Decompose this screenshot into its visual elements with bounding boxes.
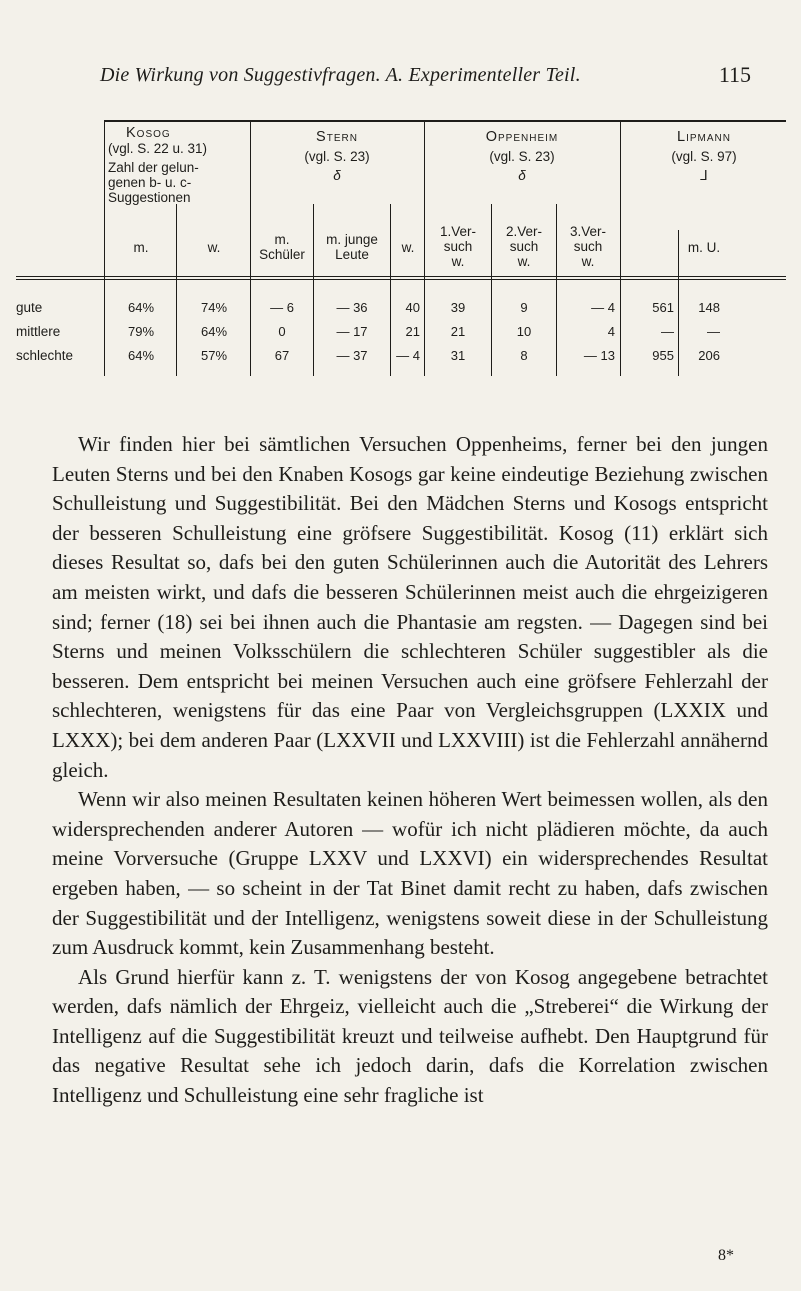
table-cell: 79% (127, 324, 155, 339)
subheader-kosog-m: m. (133, 240, 149, 255)
table-cell: — (661, 324, 674, 339)
table-cell: — (707, 324, 720, 339)
table-cell: 39 (450, 300, 466, 315)
table-cell: 21 (450, 324, 466, 339)
table-cell: 8 (520, 348, 528, 363)
results-table (16, 120, 788, 400)
table-cell: 10 (516, 324, 532, 339)
table-cell: 148 (698, 300, 720, 315)
table-cell: 21 (405, 324, 420, 339)
subheader-kosog-w: w. (207, 240, 221, 255)
paragraph: Wenn wir also meinen Resultaten keinen höheren Wert beimessen wollen, als den widersprechenden anderer Autoren — wofür ich nicht plädieren möchte, da auch meine Vorversuche (Gruppe LXXV und LXXVI) ein widersprechendes Resultat ergeben haben, — so scheint in der Tat Binet damit recht zu haben, dafs zwischen der Suggestibilität und der Intelligenz, wenigstens soweit diese in der Schulleistung zum Ausdruck kommt, kein Zusammenhang besteht. (52, 787, 768, 960)
subheader-stern-m: m. Schüler (259, 232, 305, 262)
table-cell: 9 (520, 300, 528, 315)
subheader-oppenheim-v2: 2.Ver- such w. (505, 224, 543, 269)
body-text (52, 430, 768, 1111)
table-cell: 64% (127, 300, 155, 315)
table-cell: — 36 (336, 300, 368, 315)
table-cell: 40 (405, 300, 420, 315)
table-cell: — 13 (583, 348, 615, 363)
table-cell: 31 (450, 348, 466, 363)
running-header (0, 64, 801, 94)
table-cell: 57% (200, 348, 228, 363)
paragraph: Wir finden hier bei sämtlichen Versuchen Oppenheims, ferner bei den jungen Leuten Sterns und bei den Knaben Kosogs gar keine eindeutige Beziehung zwischen Schulleistung und Suggestibilität. Bei den Mädchen Sterns und Kosogs entspricht der besseren Schulleistung eine gröfsere Suggestibilität. Kosog (11) erklärt sich dieses Resultat so, dafs bei den guten Schülerinnen auch die Autorität des Lehrers am meisten wirkt, und dafs die besseren Schülerinnen meist auch die ehrgeizigeren sind; ferner (18) sei bei ihnen auch die Phantasie am regsten. — Dagegen sind bei Sterns und meinen Volksschülern die schlechteren Schüler suggestibler als die besseren. Dem entspricht bei meinen Versuchen auch eine gröfsere Fehlerzahl der schlechteren, wenigstens für das eine Paar von Vergleichsgruppen (LXXIX und LXXX); bei dem anderen Paar (LXXVII und LXXVIII) ist die Fehlerzahl annähernd gleich. (52, 432, 768, 782)
table-cell: 64% (200, 324, 228, 339)
table-cell: — 4 (396, 348, 420, 363)
table-col-rule (176, 204, 177, 376)
table-col-rule (250, 120, 251, 376)
table-cell: — 4 (591, 300, 615, 315)
table-top-rule (104, 120, 786, 122)
page-number: 115 (718, 62, 751, 87)
subheader-lipmann: m. U. (687, 240, 721, 255)
group-header-lipmann: Lipmann (vgl. S. 97) ⅃ (671, 129, 737, 183)
paragraph: Als Grund hierfür kann z. T. wenigstens der von Kosog angegebene betrachtet werden, dafs nämlich der Ehrgeiz, vielleicht auch die „Streberei“ die Wirkung der Intelligenz auf die Suggestibilität kreuzt und teilweise aufhebt. Den Hauptgrund für das negative Resultat sehe ich jedoch darin, dafs die Korrelation zwischen Intelligenz und Schulleistung eine sehr fragliche ist (52, 964, 768, 1108)
running-title: Die Wirkung von Suggestivfragen. A. Experimenteller Teil. (100, 64, 581, 86)
table-col-rule (620, 120, 621, 376)
group-header-kosog: Kosog (vgl. S. 22 u. 31) Zahl der gelun- genen b- u. c- Suggestionen (108, 125, 208, 205)
table-cell: — 17 (336, 324, 368, 339)
subheader-oppenheim-v3: 3.Ver- such w. (569, 224, 607, 269)
row-label-schlechte: schlechte (16, 348, 74, 363)
table-cell: 4 (607, 324, 615, 339)
subheader-oppenheim-v1: 1.Ver- such w. (439, 224, 477, 269)
table-cell: 955 (652, 348, 674, 363)
group-header-stern: Stern (vgl. S. 23) δ (304, 129, 370, 183)
group-header-oppenheim: Oppenheim (vgl. S. 23) δ (485, 129, 559, 183)
header-double-rule (16, 279, 786, 280)
table-cell: 74% (200, 300, 228, 315)
row-label-mittlere: mittlere (16, 324, 61, 339)
table-cell: — 6 (270, 300, 294, 315)
table-cell: 561 (652, 300, 674, 315)
row-label-gute: gute (16, 300, 43, 315)
table-col-rule (424, 120, 425, 376)
table-cell: 64% (127, 348, 155, 363)
header-double-rule (16, 276, 786, 277)
table-cell: 0 (278, 324, 286, 339)
table-cell: 67 (274, 348, 290, 363)
subheader-stern-w: w. (401, 240, 415, 255)
subheader-stern-junge: m. junge Leute (326, 232, 378, 262)
signature-mark: 8* (718, 1247, 734, 1264)
table-cell: 206 (698, 348, 720, 363)
table-cell: — 37 (336, 348, 368, 363)
table-col-rule (104, 120, 105, 376)
table-col-rule (390, 204, 391, 376)
